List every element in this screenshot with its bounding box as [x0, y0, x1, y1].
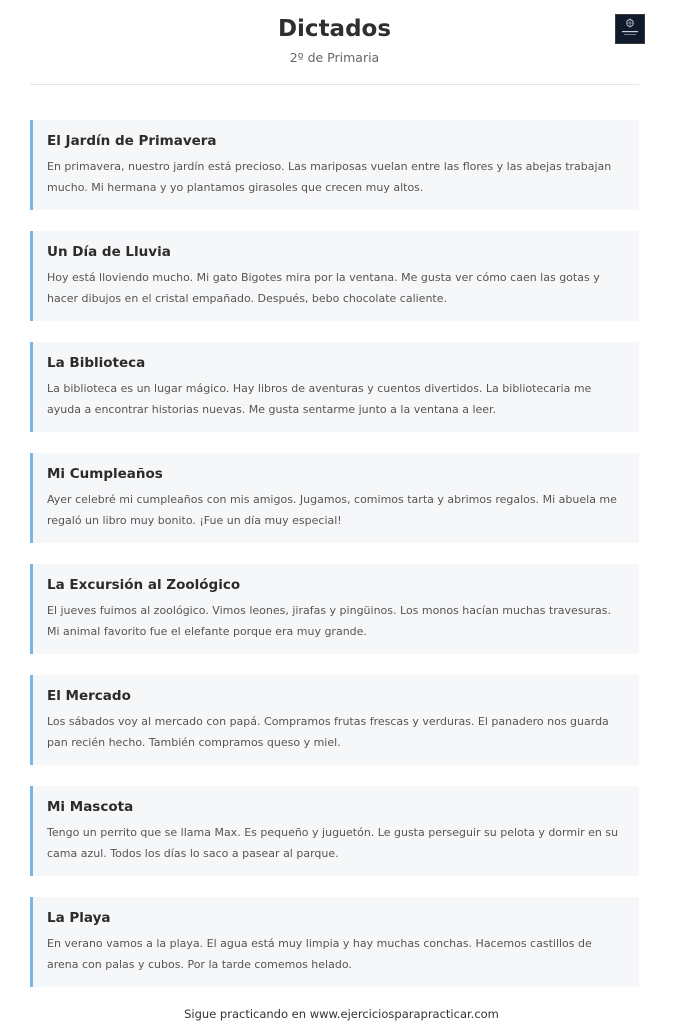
dictation-text: Hoy está lloviendo mucho. Mi gato Bigotes mira por la ventana. Me gusta ver cómo caen las gotas y hacer dibujos en el cristal empañado. Después, bebo chocolate caliente.	[47, 271, 600, 305]
logo-graphic	[616, 15, 644, 43]
dictation-card	[30, 120, 639, 210]
dictation-text: Tengo un perrito que se llama Max. Es pequeño y juguetón. Le gusta perseguir su pelota y dormir en su cama azul. Todos los días lo saco a pasear al parque.	[47, 826, 619, 860]
dictation-title: El Mercado	[47, 688, 131, 704]
dictation-list	[30, 120, 639, 1008]
page-header	[30, 0, 639, 85]
dictation-text: El jueves fuimos al zoológico. Vimos leones, jirafas y pingüinos. Los monos hacían muchas travesuras. Mi animal favorito fue el elefante porque era muy grande.	[47, 604, 612, 638]
academy-logo-icon	[615, 14, 645, 44]
dictation-card	[30, 342, 639, 432]
dictation-text: Ayer celebré mi cumpleaños con mis amigos. Jugamos, comimos tarta y abrimos regalos. Mi abuela me regaló un libro muy bonito. ¡Fue un día muy especial!	[47, 493, 617, 527]
dictation-card	[30, 231, 639, 321]
page-subtitle: 2º de Primaria	[289, 50, 380, 65]
dictation-text: La biblioteca es un lugar mágico. Hay libros de aventuras y cuentos divertidos. La bibliotecaria me ayuda a encontrar historias nuevas. Me gusta sentarme junto a la ventana a leer.	[47, 382, 592, 416]
dictation-title: El Jardín de Primavera	[47, 133, 217, 149]
dictation-title: La Excursión al Zoológico	[47, 577, 241, 593]
dictation-title: La Biblioteca	[47, 355, 146, 371]
dictation-card	[30, 564, 639, 654]
dictation-title: Mi Mascota	[47, 799, 134, 815]
dictation-text: En verano vamos a la playa. El agua está muy limpia y hay muchas conchas. Hacemos castillos de arena con palas y cubos. Por la tarde comemos helado.	[47, 937, 592, 971]
page-title: Dictados	[277, 16, 392, 42]
dictation-card	[30, 897, 639, 987]
dictation-text: En primavera, nuestro jardín está precioso. Las mariposas vuelan entre las flores y las abejas trabajan mucho. Mi hermana y yo plantamos girasoles que crecen muy altos.	[47, 160, 612, 194]
footer-link-text[interactable]: Sigue practicando en www.ejerciciosparapracticar.com	[184, 1007, 499, 1021]
dictation-card	[30, 453, 639, 543]
dictation-title: Un Día de Lluvia	[47, 244, 171, 260]
dictation-card	[30, 786, 639, 876]
dictation-card	[30, 675, 639, 765]
dictation-title: La Playa	[47, 910, 111, 926]
dictation-text: Los sábados voy al mercado con papá. Compramos frutas frescas y verduras. El panadero nos guarda pan recién hecho. También compramos queso y miel.	[47, 715, 609, 749]
dictation-title: Mi Cumpleaños	[47, 466, 163, 482]
